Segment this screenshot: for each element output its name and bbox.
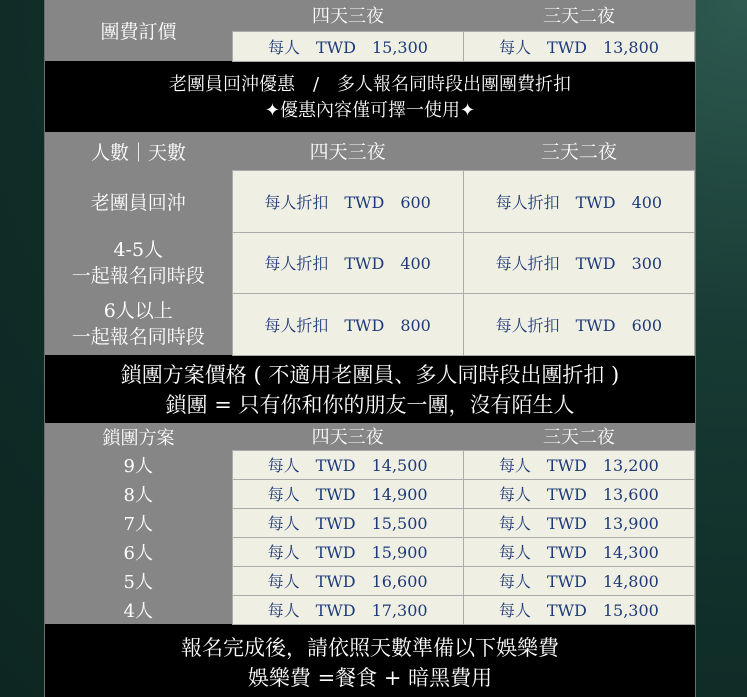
- discount-three-days: 每人折扣 TWD 600: [463, 293, 694, 355]
- pricing-row-label: 團費訂價: [45, 0, 233, 61]
- price-four-days: 每人 TWD 15,300: [233, 31, 464, 61]
- header-three-days: 三天二夜: [464, 0, 695, 31]
- private-three-days: 每人 TWD 13,200: [463, 450, 694, 479]
- private-header-three-days: 三天二夜: [463, 423, 694, 450]
- private-four-days: 每人 TWD 15,900: [232, 537, 463, 566]
- private-four-days: 每人 TWD 17,300: [232, 595, 463, 624]
- private-row-label: 8人: [45, 479, 232, 508]
- discount-four-days: 每人折扣 TWD 400: [232, 232, 463, 293]
- discount-row-label: 老團員回沖: [45, 170, 232, 232]
- private-row: [45, 479, 695, 508]
- discount-header-three-days: 三天二夜: [463, 132, 694, 170]
- private-row-label: 6人: [45, 537, 232, 566]
- private-three-days: 每人 TWD 14,300: [463, 537, 694, 566]
- discount-row-label-line1: 6人以上: [103, 300, 173, 322]
- discount-row-label-line2: 一起報名同時段: [71, 264, 205, 287]
- price-three-days: 每人 TWD 13,800: [464, 31, 695, 61]
- private-row-label: 7人: [45, 508, 232, 537]
- private-four-days: 每人 TWD 16,600: [232, 566, 463, 595]
- discount-row-label: [45, 232, 232, 293]
- private-row: [45, 595, 695, 624]
- discount-corner-label: 人數｜天數: [45, 132, 232, 170]
- discount-row: [45, 170, 695, 232]
- private-header-four-days: 四天三夜: [232, 423, 463, 450]
- entertainment-fee-title: 報名完成後，請依照天數準備以下娛樂費: [181, 636, 559, 660]
- discount-section: [45, 132, 695, 356]
- discount-row: [45, 232, 695, 293]
- discount-notice-title: 老團員回沖優惠 / 多人報名同時段出團團費折扣: [168, 74, 572, 95]
- private-four-days: 每人 TWD 14,900: [232, 479, 463, 508]
- private-corner-label: 鎖團方案: [45, 423, 232, 450]
- pricing-section: [45, 0, 695, 62]
- private-group-notice-title: 鎖團方案價格 ( 不適用老團員、多人同時段出團折扣 ): [120, 363, 620, 387]
- private-three-days: 每人 TWD 15,300: [463, 595, 694, 624]
- discount-header-four-days: 四天三夜: [232, 132, 463, 170]
- discount-three-days: 每人折扣 TWD 300: [463, 232, 694, 293]
- private-three-days: 每人 TWD 13,600: [463, 479, 694, 508]
- private-row-label: 4人: [45, 595, 232, 624]
- discount-three-days: 每人折扣 TWD 400: [463, 170, 694, 232]
- private-row-label: 5人: [45, 566, 232, 595]
- private-row: [45, 508, 695, 537]
- pricing-panel: [44, 0, 696, 697]
- private-four-days: 每人 TWD 15,500: [232, 508, 463, 537]
- header-four-days: 四天三夜: [233, 0, 464, 31]
- private-group-notice-subtitle: 鎖團 = 只有你和你的朋友一團，沒有陌生人: [165, 393, 575, 417]
- discount-row-label: [45, 293, 232, 355]
- discount-four-days: 每人折扣 TWD 600: [232, 170, 463, 232]
- private-row-label: 9人: [45, 450, 232, 479]
- entertainment-fee-formula: 娛樂費 =餐食 + 暗黑費用: [247, 666, 493, 690]
- pricing-table: [45, 0, 695, 62]
- private-group-table: [45, 423, 695, 625]
- discount-notice-subtitle: ✦優惠內容僅可擇一使用✦: [264, 100, 476, 121]
- private-three-days: 每人 TWD 14,800: [463, 566, 694, 595]
- discount-row: [45, 293, 695, 355]
- private-four-days: 每人 TWD 14,500: [232, 450, 463, 479]
- private-three-days: 每人 TWD 13,900: [463, 508, 694, 537]
- entertainment-fee-notice: [45, 633, 695, 693]
- discount-row-label-line1: 4-5人: [113, 238, 164, 261]
- private-row: [45, 450, 695, 479]
- discount-notice: [45, 72, 695, 124]
- private-group-notice: [45, 360, 695, 420]
- private-row: [45, 566, 695, 595]
- private-group-section: [45, 423, 695, 625]
- discount-row-label-line2: 一起報名同時段: [71, 326, 205, 348]
- discount-four-days: 每人折扣 TWD 800: [232, 293, 463, 355]
- private-row: [45, 537, 695, 566]
- discount-table: [45, 132, 695, 356]
